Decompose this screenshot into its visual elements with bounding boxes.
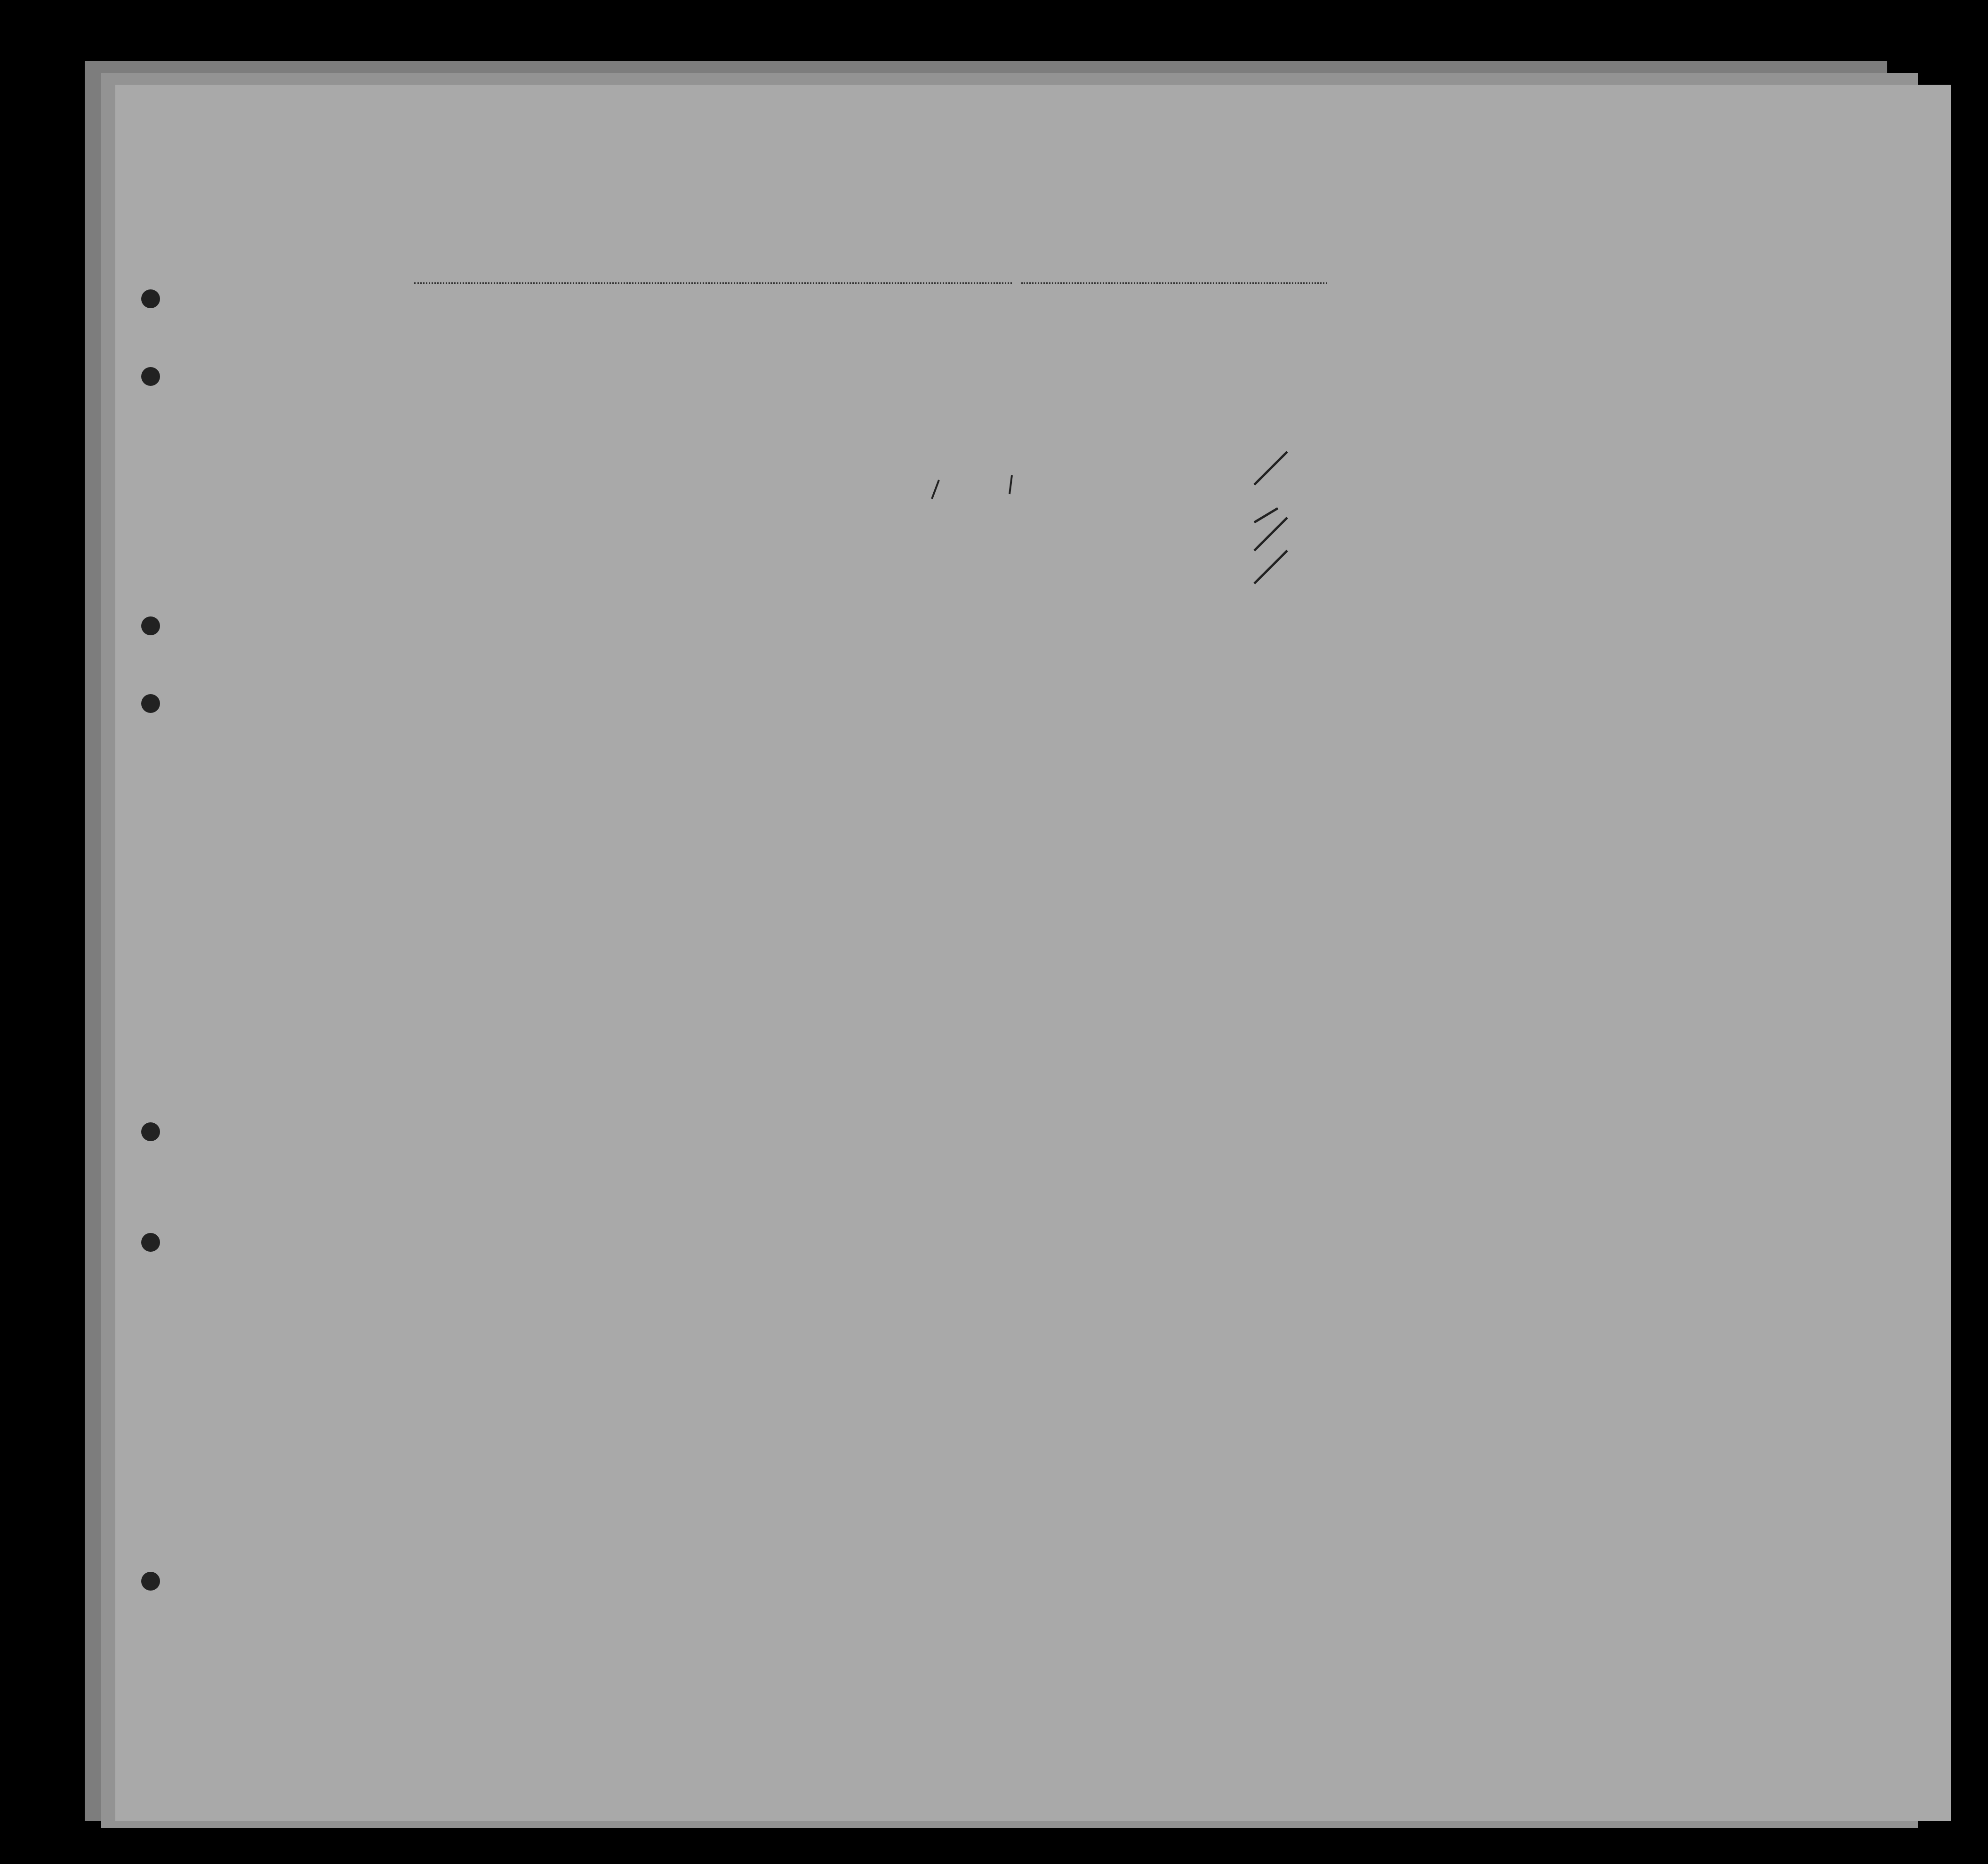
punch-hole [141,367,160,386]
punch-hole [141,1572,160,1591]
punch-hole [141,1233,160,1252]
punch-hole [141,1122,160,1141]
punch-hole [141,694,160,713]
manifest-sheet [115,85,1951,1821]
handwritten-checks [115,85,1951,1821]
punch-hole [141,289,160,308]
punch-hole [141,616,160,635]
